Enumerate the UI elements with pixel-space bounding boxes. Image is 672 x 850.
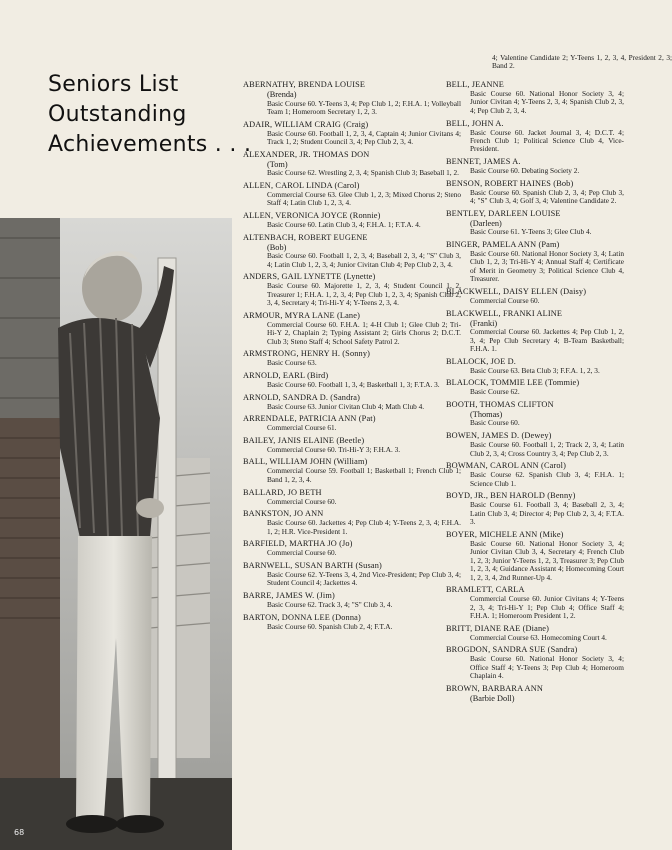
senior-achievements: Commercial Course 60. Jackettes 4; Pep Club 1, 2, 3, 4; Pep Club Secretary 4; B-Team Basketball; F.H.A. 1. xyxy=(470,327,624,354)
senior-entry xyxy=(446,530,624,582)
senior-achievements: Basic Course 61. Football 3, 4; Baseball 2, 3, 4; Latin Club 3, 4; Director 4; Pep Club 2, 3, 4; F.T.A. 3. xyxy=(470,500,624,527)
senior-achievements: Basic Course 62. xyxy=(470,387,520,397)
senior-name: BROGDON, SANDRA SUE (Sandra) xyxy=(446,645,578,655)
senior-achievements: Basic Course 60. Jackettes 4; Pep Club 4; Y-Teens 2, 3, 4; F.H.A. 1, 2; H.R. Vice-President 1. xyxy=(267,518,461,536)
senior-entry xyxy=(446,209,624,237)
senior-nickname: (Barbie Doll) xyxy=(470,694,515,703)
senior-achievements: Basic Course 60. Y-Teens 3, 4; Pep Club 1, 2; F.H.A. 1; Volleyball Team 1; Homeroom Secretary 1, 2, 3. xyxy=(267,98,461,116)
senior-name: ADAIR, WILLIAM CRAIG (Craig) xyxy=(243,119,369,129)
senior-entry xyxy=(446,645,624,680)
senior-name: ALEXANDER, JR. THOMAS DON xyxy=(243,149,370,159)
senior-name: BROWN, BARBARA ANN xyxy=(446,684,543,693)
senior-name: BLALOCK, TOMMIE LEE (Tommie) xyxy=(446,378,580,388)
senior-entry xyxy=(446,80,624,115)
senior-name: BOYER, MICHELE ANN (Mike) xyxy=(446,529,564,539)
entry-list xyxy=(243,80,461,631)
senior-achievements: Basic Course 60. Spanish Club 2, 4; F.T.A. xyxy=(267,621,393,631)
senior-name: BRITT, DIANE RAE (Diane) xyxy=(446,623,549,633)
senior-name: BOWEN, JAMES D. (Dewey) xyxy=(446,431,552,441)
senior-entry xyxy=(243,436,461,454)
senior-entry xyxy=(243,181,461,208)
senior-name: BINGER, PAMELA ANN (Pam) xyxy=(446,239,560,249)
senior-entry xyxy=(243,561,461,588)
senior-name: BENNET, JAMES A. xyxy=(446,157,521,167)
senior-entry xyxy=(243,371,461,389)
seniors-column-1 xyxy=(243,80,461,634)
senior-nickname: (Tom) xyxy=(267,159,288,169)
senior-achievements: Basic Course 60. Football 1, 2, 3, 4; Baseball 2, 3, 4; "S" Club 3, 4; Latin Club 1, 2, 3, 4; Junior Civitan Club 4; Pep Club 2, 3, 4. xyxy=(267,251,461,269)
senior-entry xyxy=(243,311,461,346)
senior-name: BANKSTON, JO ANN xyxy=(243,509,324,519)
senior-achievements: Basic Course 60. Spanish Club 2, 3, 4; Pep Club 3, 4; "S" Club 3, 4; Golf 3, 4; Valentine Candidate 2. xyxy=(470,187,624,206)
page-number: 68 xyxy=(14,828,25,837)
senior-achievements: Basic Course 60. Debating Society 2. xyxy=(470,166,580,176)
senior-entry xyxy=(446,400,624,428)
senior-achievements: Basic Course 62. Wrestling 2, 3, 4; Spanish Club 3; Baseball 1, 2. xyxy=(267,168,459,178)
senior-name: BARTON, DONNA LEE (Donna) xyxy=(243,612,361,622)
senior-achievements: Basic Course 63. Junior Civitan Club 4; Math Club 4. xyxy=(267,401,425,411)
senior-achievements: Commercial Course 60. xyxy=(267,548,337,558)
senior-entry xyxy=(243,272,461,307)
senior-entry xyxy=(446,431,624,458)
heading-line-2: Outstanding xyxy=(48,102,187,127)
senior-nickname: (Bob) xyxy=(267,242,287,252)
senior-name: ARNOLD, EARL (Bird) xyxy=(243,370,329,380)
senior-name: ALLEN, VERONICA JOYCE (Ronnie) xyxy=(243,210,381,220)
senior-name: BLACKWELL, DAISY ELLEN (Daisy) xyxy=(446,286,587,296)
senior-entry xyxy=(243,488,461,506)
senior-name: ABERNATHY, BRENDA LOUISE xyxy=(243,80,366,89)
senior-achievements: Basic Course 60. Football 1, 2, 3, 4, Captain 4; Junior Civitans 4; Track 1, 2; Student Council 3, 4; Pep Club 2, 3, 4. xyxy=(267,128,461,147)
senior-entry xyxy=(243,349,461,367)
senior-student-photo xyxy=(0,218,232,850)
senior-achievements: Basic Course 60. xyxy=(470,418,520,428)
senior-achievements: Basic Course 60. National Honor Society 3, 4; Junior Civitan 4; Y-Teens 2, 3, 4; Spanish Club 2, 3, 4; Pep Club 2, 3, 4. xyxy=(470,89,624,115)
senior-achievements: Basic Course 63. Beta Club 3; F.F.A. 1, 2, 3. xyxy=(470,365,600,375)
senior-entry xyxy=(446,357,624,375)
senior-achievements: Commercial Course 60. Tri-Hi-Y 3; F.H.A. 3. xyxy=(267,444,401,454)
senior-name: BOOTH, THOMAS CLIFTON xyxy=(446,399,554,409)
senior-name: BELL, JOHN A. xyxy=(446,118,504,128)
senior-entry xyxy=(446,157,624,175)
senior-achievements: Basic Course 60. Football 1, 3, 4; Basketball 1, 3; F.T.A. 3. xyxy=(267,379,440,389)
senior-entry xyxy=(446,461,624,488)
senior-achievements: Commercial Course 60. xyxy=(470,295,540,305)
senior-entry xyxy=(243,613,461,631)
senior-achievements: Basic Course 60. Jacket Journal 3, 4; D.C.T. 4; French Club 1; Political Science Club 4, Vice-President. xyxy=(470,127,624,154)
senior-name: BALLARD, JO BETH xyxy=(243,487,322,497)
senior-name: BARFIELD, MARTHA JO (Jo) xyxy=(243,539,353,549)
senior-achievements: Basic Course 60. Football 1, 2; Track 2, 3, 4; Latin Club 2, 3, 4; Cross Country 3, 4; Pep Club 2, 3. xyxy=(470,440,624,458)
senior-name: ARMOUR, MYRA LANE (Lane) xyxy=(243,310,360,320)
senior-achievements: Commercial Course 59. Football 1; Basketball 1; French Club 1; Band 1, 2, 3, 4. xyxy=(267,466,461,484)
senior-name: BRAMLETT, CARLA xyxy=(446,585,525,595)
senior-entry xyxy=(446,287,624,305)
senior-entry xyxy=(446,585,624,620)
senior-nickname: (Franki) xyxy=(470,318,498,328)
senior-entry xyxy=(243,414,461,432)
senior-name: BENTLEY, DARLEEN LOUISE xyxy=(446,208,561,218)
heading-line-3: Achievements . . . xyxy=(48,132,252,157)
senior-entry xyxy=(243,509,461,536)
senior-name: BOYD, JR., BEN HAROLD (Benny) xyxy=(446,491,576,501)
senior-name: ARRENDALE, PATRICIA ANN (Pat) xyxy=(243,414,376,424)
senior-entry xyxy=(446,684,624,704)
senior-entry xyxy=(243,80,461,116)
senior-name: BARNWELL, SUSAN BARTH (Susan) xyxy=(243,560,382,570)
senior-name: BOWMAN, CAROL ANN (Carol) xyxy=(446,461,567,471)
senior-achievements: Commercial Course 63. Homecoming Court 4. xyxy=(470,632,607,642)
continued-entry: 4; Valentine Candidate 2; Y-Teens 1, 2, 3, 4, President 2, 3; Band 2. xyxy=(492,53,672,71)
senior-name: ALLEN, CAROL LINDA (Carol) xyxy=(243,180,360,190)
senior-entry xyxy=(243,233,461,269)
senior-entry xyxy=(446,309,624,354)
senior-achievements: Commercial Course 60. Junior Civitans 4; Y-Teens 2, 3, 4; Tri-Hi-Y 1; Pep Club 4; Office Staff 4; F.H.A. 1; Homeroom President 1, 2. xyxy=(470,594,624,621)
senior-achievements: Basic Course 62. Track 3, 4; "S" Club 3, 4. xyxy=(267,600,393,610)
senior-name: BARRE, JAMES W. (Jim) xyxy=(243,591,335,601)
senior-achievements: Commercial Course 63. Glee Club 1, 2, 3; Mixed Chorus 2; Steno Staff 4; Latin Club 1, 2, 3, 4. xyxy=(267,189,461,208)
senior-name: BENSON, ROBERT HAINES (Bob) xyxy=(446,178,574,188)
senior-nickname: (Darleen) xyxy=(470,218,502,228)
senior-entry xyxy=(243,591,461,609)
senior-entry xyxy=(446,491,624,526)
senior-achievements: Basic Course 60. Majorette 1, 2, 3, 4; Student Council 1, 2, Treasurer 1; F.H.A. 1, 2, 3, 4; Pep Club 1, 2, 3, 4; Spanish Club 2, 3, 4, Secretary 4; Tri-Hi-Y 4; Y-Teens 2, 3, 4. xyxy=(267,281,461,308)
senior-nickname: (Thomas) xyxy=(470,409,503,419)
senior-achievements: Basic Course 62. Spanish Club 3, 4; F.H.A. 1; Science Club 1. xyxy=(470,470,624,488)
senior-name: ARMSTRONG, HENRY H. (Sonny) xyxy=(243,349,371,359)
senior-name: BLACKWELL, FRANKI ALINE xyxy=(446,308,563,318)
senior-entry xyxy=(243,457,461,484)
heading-line-1: Seniors List xyxy=(48,72,179,97)
senior-name: BALL, WILLIAM JOHN (William) xyxy=(243,457,368,467)
senior-achievements: Basic Course 60. National Honor Society 3, 4; Junior Civitan Club 3, 4, Secretary 4; French Club 1, 2, 3; Junior Y-Teens 1, 2, 3, Treasurer 3; Pep Club 1, 2, 3, 4; Guidance Assistant 4; Homecoming Court 1, 2, 3, 4, 2nd Runner-Up 4. xyxy=(470,538,624,582)
senior-entry xyxy=(243,150,461,178)
seniors-column-2 xyxy=(446,53,672,707)
entry-list xyxy=(446,80,624,704)
senior-entry xyxy=(243,393,461,411)
senior-name: BLALOCK, JOE D. xyxy=(446,356,517,366)
senior-achievements: Basic Course 60. Latin Club 3, 4; F.H.A. 1; F.T.A. 4. xyxy=(267,219,421,229)
senior-nickname: (Brenda) xyxy=(267,90,297,99)
senior-achievements: Basic Course 60. National Honor Society 3, 4; Latin Club 1, 2, 3; Tri-Hi-Y 4; Annual Staff 4; Certificate of Merit in Geometry 3; Political Science Club 4, Treasurer. xyxy=(470,248,624,284)
senior-achievements: Commercial Course 60. xyxy=(267,496,337,506)
senior-name: BAILEY, JANIS ELAINE (Beetle) xyxy=(243,435,365,445)
senior-achievements: Basic Course 61. Y-Teens 3; Glee Club 4. xyxy=(470,227,592,237)
page-heading xyxy=(48,70,251,160)
senior-entry xyxy=(243,211,461,229)
senior-name: ANDERS, GAIL LYNETTE (Lynette) xyxy=(243,272,376,282)
senior-entry xyxy=(446,378,624,396)
senior-achievements: Basic Course 60. National Honor Society 3, 4; Office Staff 4; Y-Teens 3; Pep Club 4; Homeroom Chaplain 4. xyxy=(470,654,624,681)
senior-entry xyxy=(446,179,624,206)
senior-name: ALTENBACH, ROBERT EUGENE xyxy=(243,232,368,242)
senior-name: BELL, JEANNE xyxy=(446,80,505,89)
senior-entry xyxy=(446,119,624,154)
senior-name: ARNOLD, SANDRA D. (Sandra) xyxy=(243,392,361,402)
senior-entry xyxy=(243,539,461,557)
senior-achievements: Commercial Course 60. F.H.A. 1; 4-H Club 1; Glee Club 2; Tri-Hi-Y 2, Chaplain 2; Typing Assistant 2; Girls Chorus 2; D.C.T. Club 3; Steno Staff 4; School Safety Patrol 2. xyxy=(267,319,461,346)
senior-entry xyxy=(446,624,624,642)
senior-entry xyxy=(243,120,461,147)
senior-achievements: Commercial Course 61. xyxy=(267,423,337,433)
senior-achievements: Basic Course 63. xyxy=(267,358,317,368)
senior-entry xyxy=(446,240,624,284)
senior-achievements: Basic Course 62. Y-Teens 3, 4, 2nd Vice-President; Pep Club 3, 4; Student Council 4; Jackettes 4. xyxy=(267,569,461,588)
